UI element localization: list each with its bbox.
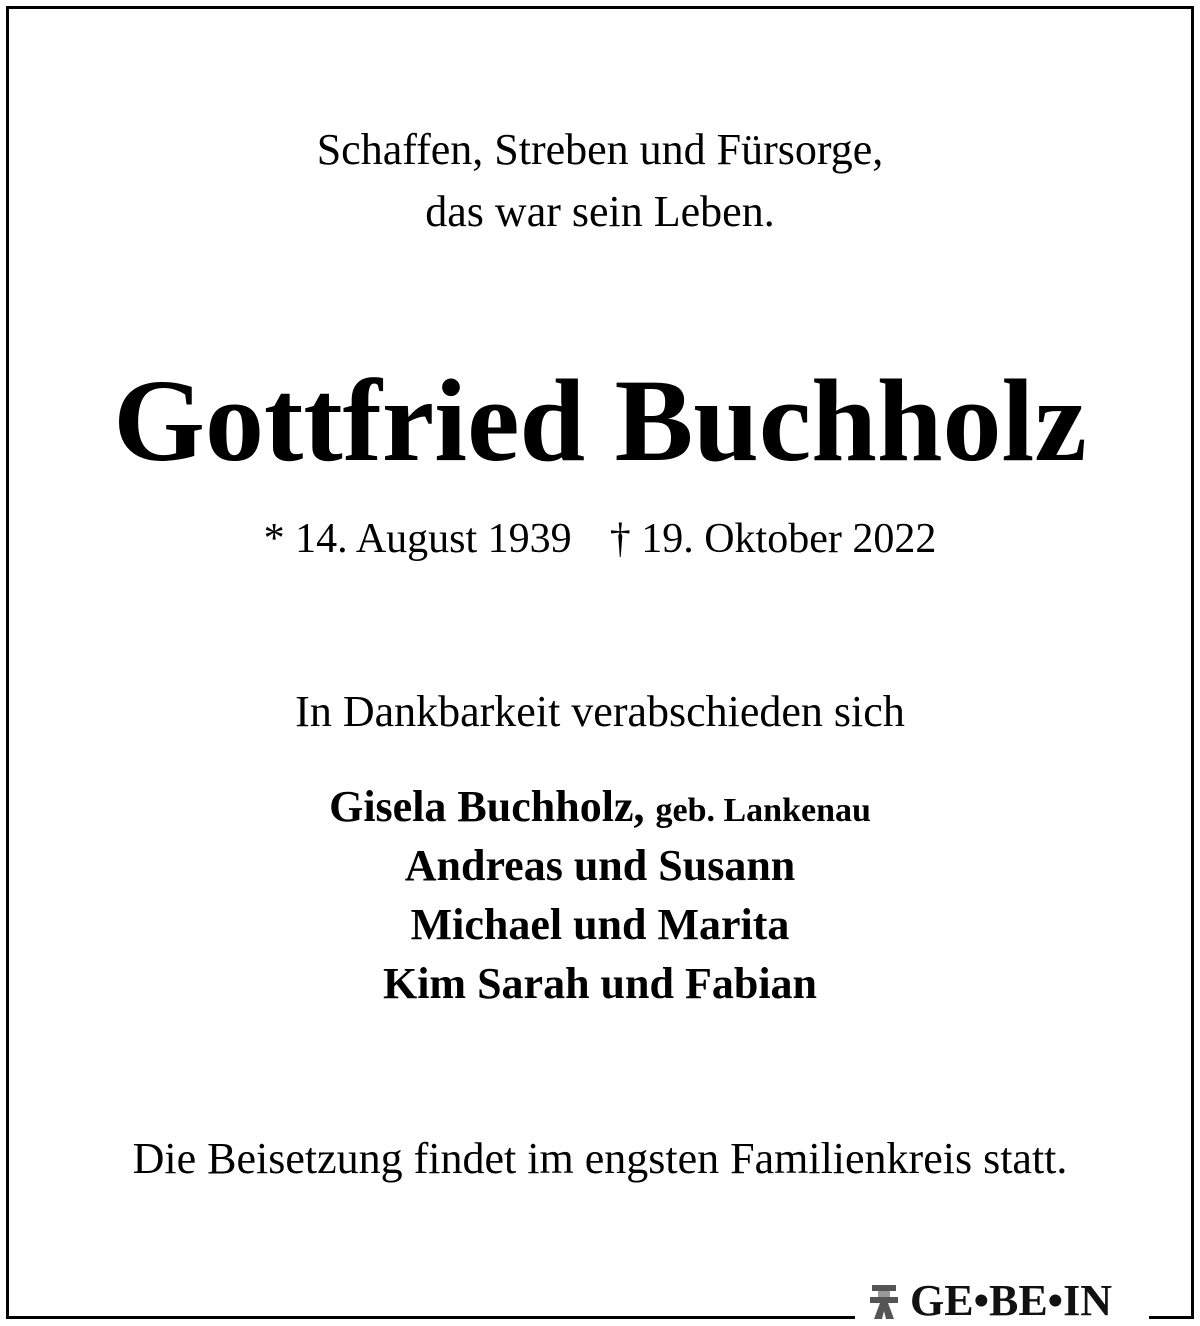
mourner-name: Gisela Buchholz, [329,782,645,831]
gebein-logo [860,1276,1116,1325]
farewell-line: In Dankbarkeit verabschieden sich [295,687,905,736]
burial-note: Die Beisetzung findet im engsten Familienkreis statt. [132,1134,1068,1183]
mourner-line: Andreas und Susann [404,841,796,890]
gebein-wordmark: GE•BE•IN [910,1276,1112,1325]
birth-date: * 14. August 1939 [263,516,572,562]
deceased-name: Gottfried Buchholz [113,355,1087,486]
motto-line-2: das war sein Leben. [425,187,775,236]
motto-line-1: Schaffen, Streben und Fürsorge, [316,125,884,174]
bottom-rule-end [1149,1316,1194,1319]
mourner-line: Michael und Marita [410,900,790,949]
bottom-rule [6,1316,855,1319]
death-date: † 19. Oktober 2022 [609,516,937,562]
mourner-line: Kim Sarah und Fabian [382,959,818,1008]
mourner-maiden-name: geb. Lankenau [655,792,871,829]
life-dates [0,518,1200,560]
gebein-mark-icon [864,1281,904,1321]
mourner-line [0,782,1200,831]
